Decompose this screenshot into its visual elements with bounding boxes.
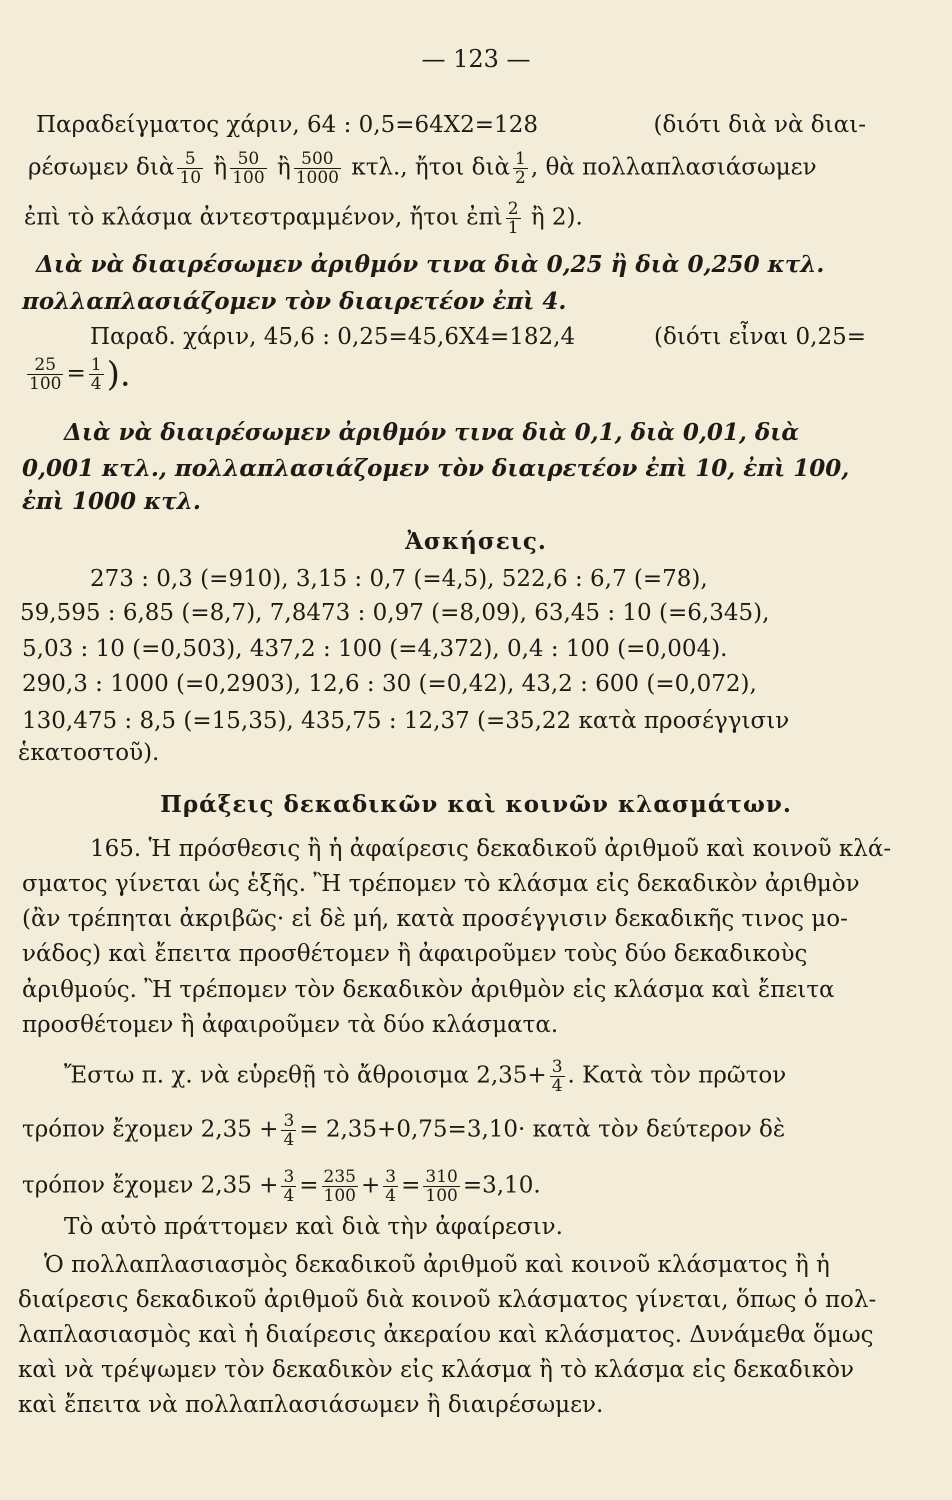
- text-line: καὶ νὰ τρέψωμεν τὸν δεκαδικὸν εἰς κλάσμα ἢ τὸ κλάσμα εἰς δεκαδικὸν: [18, 1357, 854, 1383]
- exercise-line: 273 : 0,3 (=910), 3,15 : 0,7 (=4,5), 522,6 : 6,7 (=78),: [90, 566, 708, 592]
- fraction-denominator: 1000: [295, 168, 339, 188]
- exercise-line: 5,03 : 10 (=0,503), 437,2 : 100 (=4,372), 0,4 : 100 (=0,004).: [22, 636, 728, 662]
- fraction-denominator: 4: [90, 374, 102, 394]
- fraction-numerator: 2: [507, 199, 519, 219]
- text-span: =: [299, 1172, 319, 1199]
- rule-line: Διὰ νὰ διαιρέσωμεν ἀριθμόν τινα διὰ 0,1, διὰ 0,01, διὰ: [64, 419, 800, 446]
- fraction-numerator: 310: [425, 1167, 458, 1187]
- fraction-denominator: 4: [385, 1186, 397, 1206]
- page-number: — 123 —: [421, 45, 531, 73]
- fraction-denominator: 4: [551, 1076, 563, 1096]
- text-line: [64, 1058, 864, 1095]
- fraction-numerator: 5: [177, 150, 203, 169]
- text-span: (διότι διὰ νὰ διαι-: [653, 112, 866, 138]
- fraction-numerator: 1: [515, 149, 526, 169]
- fraction-numerator: 500: [294, 150, 341, 169]
- text-line: [28, 150, 858, 187]
- rule-line: ἐπὶ 1000 κτλ.: [22, 488, 201, 515]
- text-span: =: [401, 1172, 421, 1199]
- fraction-numerator: 3: [283, 1111, 295, 1131]
- fraction-numerator: 25: [27, 356, 63, 375]
- fraction: [27, 356, 63, 393]
- fraction: [89, 356, 104, 393]
- text-line: [24, 356, 854, 393]
- text-span: Παραδείγματος χάριν, 64 : 0,5=64Χ2=128: [36, 112, 538, 138]
- rule-line: πολλαπλασιάζομεν τὸν διαιρετέον ἐπὶ 4.: [22, 288, 567, 315]
- text-line: λαπλασιασμὸς καὶ ἡ διαίρεσις ἀκεραίου καὶ κλάσματος. Δυνάμεθα ὅμως: [18, 1322, 874, 1348]
- text-span: = 2,35+0,75=3,10· κατὰ τὸν δεύτερον δὲ: [299, 1116, 786, 1143]
- text-line: 165. Ἡ πρόσθεσις ἢ ἡ ἀφαίρεσις δεκαδικοῦ ἀριθμοῦ καὶ κοινοῦ κλά-: [90, 836, 892, 862]
- fraction: [550, 1058, 565, 1095]
- text-line: [24, 200, 854, 237]
- fraction-numerator: 235: [323, 1167, 356, 1187]
- fraction: [423, 1168, 459, 1205]
- exercise-line: 59,595 : 6,85 (=8,7), 7,8473 : 0,97 (=8,09), 63,45 : 10 (=6,345),: [20, 600, 770, 626]
- text-line: σματος γίνεται ὡς ἑξῆς. Ἢ τρέπομεν τὸ κλάσμα εἰς δεκαδικὸν ἀριθμὸν: [22, 871, 860, 897]
- fraction-numerator: 1: [90, 355, 102, 375]
- fraction: [230, 150, 266, 187]
- fraction: [506, 200, 521, 237]
- section-heading: Πράξεις δεκαδικῶν καὶ κοινῶν κλασμάτων.: [160, 791, 792, 818]
- fraction-numerator: 3: [385, 1167, 397, 1187]
- text-line: καὶ ἔπειτα νὰ πολλαπλασιάσωμεν ἢ διαιρέσωμεν.: [18, 1392, 604, 1418]
- text-span: ἢ: [213, 154, 228, 181]
- fraction: [281, 1168, 296, 1205]
- text-line: (ἂν τρέπηται ἀκριβῶς· εἰ δὲ μή, κατὰ προσέγγισιν δεκαδικῆς τινος μο-: [22, 906, 848, 932]
- fraction-denominator: 10: [179, 168, 202, 188]
- exercise-line: 290,3 : 1000 (=0,2903), 12,6 : 30 (=0,42), 43,2 : 600 (=0,072),: [22, 671, 757, 697]
- fraction-denominator: 2: [515, 168, 526, 188]
- text-span: τρόπον ἔχομεν 2,35 +: [22, 1116, 279, 1143]
- text-span: +: [361, 1172, 381, 1199]
- text-span: . Κατὰ τὸν πρῶτον: [567, 1062, 787, 1089]
- text-line: ἀριθμούς. Ἢ τρέπομεν τὸν δεκαδικὸν ἀριθμὸν εἰς κλάσμα καὶ ἔπειτα: [22, 977, 835, 1003]
- exercise-line: 130,475 : 8,5 (=15,35), 435,75 : 12,37 (=35,22 κατὰ προσέγγισιν: [22, 708, 790, 734]
- text-line: διαίρεσις δεκαδικοῦ ἀριθμοῦ διὰ κοινοῦ κλάσματος γίνεται, ὅπως ὁ πολ-: [18, 1287, 877, 1313]
- text-line: νάδος) καὶ ἔπειτα προσθέτομεν ἢ ἀφαιροῦμεν τοὺς δύο δεκαδικοὺς: [22, 941, 808, 967]
- fraction: [322, 1168, 358, 1205]
- fraction-denominator: 100: [323, 1186, 356, 1206]
- text-span: =: [66, 360, 86, 387]
- text-line: [90, 322, 866, 352]
- text-line: Τὸ αὐτὸ πράττομεν καὶ διὰ τὴν ἀφαίρεσιν.: [64, 1214, 563, 1240]
- text-line: [22, 1168, 852, 1205]
- text-line: προσθέτομεν ἢ ἀφαιροῦμεν τὰ δύο κλάσματα.: [22, 1012, 559, 1038]
- text-span: ἢ: [276, 154, 291, 181]
- fraction-numerator: 3: [551, 1057, 563, 1077]
- fraction-denominator: 100: [232, 168, 265, 188]
- rule-line: 0,001 κτλ., πολλαπλασιάζομεν τὸν διαιρετέον ἐπὶ 10, ἐπὶ 100,: [22, 455, 850, 482]
- fraction: [281, 1112, 296, 1149]
- rule-line: Διὰ νὰ διαιρέσωμεν ἀριθμόν τινα διὰ 0,25 ἢ διὰ 0,250 κτλ.: [36, 251, 825, 278]
- fraction: [294, 150, 341, 187]
- text-span: τρόπον ἔχομεν 2,35 +: [22, 1172, 279, 1199]
- text-span: ἐπὶ τὸ κλάσμα ἀντεστραμμένον, ἤτοι ἐπὶ: [24, 204, 503, 231]
- text-line: [22, 1112, 868, 1149]
- text-span: ἢ 2).: [530, 204, 583, 231]
- fraction-denominator: 1: [507, 218, 519, 238]
- text-span: κτλ., ἤτοι διὰ: [351, 154, 510, 181]
- fraction-denominator: 100: [29, 374, 62, 394]
- text-span: Ἔστω π. χ. νὰ εὑρεθῇ τὸ ἄθροισμα 2,35+: [64, 1062, 547, 1089]
- exercise-line: ἑκατοστοῦ).: [18, 740, 160, 766]
- text-span: ρέσωμεν διὰ: [28, 154, 175, 181]
- fraction-numerator: 3: [283, 1167, 295, 1187]
- text-span: (διότι εἶναι 0,25=: [654, 324, 866, 350]
- fraction: [383, 1168, 398, 1205]
- text-span: , θὰ πολλαπλασιάσωμεν: [530, 154, 817, 181]
- text-line: Ὁ πολλαπλασιασμὸς δεκαδικοῦ ἀριθμοῦ καὶ κοινοῦ κλάσματος ἢ ἡ: [44, 1252, 830, 1278]
- fraction: [513, 150, 528, 187]
- fraction-denominator: 4: [283, 1186, 295, 1206]
- text-span: Παραδ. χάριν, 45,6 : 0,25=45,6Χ4=182,4: [90, 324, 576, 350]
- text-line: [36, 110, 866, 140]
- fraction-denominator: 4: [283, 1130, 295, 1150]
- fraction: [177, 150, 203, 187]
- exercises-heading: Ἀσκήσεις.: [405, 528, 547, 555]
- fraction-denominator: 100: [425, 1186, 458, 1206]
- text-span: =3,10.: [462, 1172, 541, 1199]
- fraction-numerator: 50: [230, 150, 266, 169]
- text-span: ).: [106, 354, 131, 395]
